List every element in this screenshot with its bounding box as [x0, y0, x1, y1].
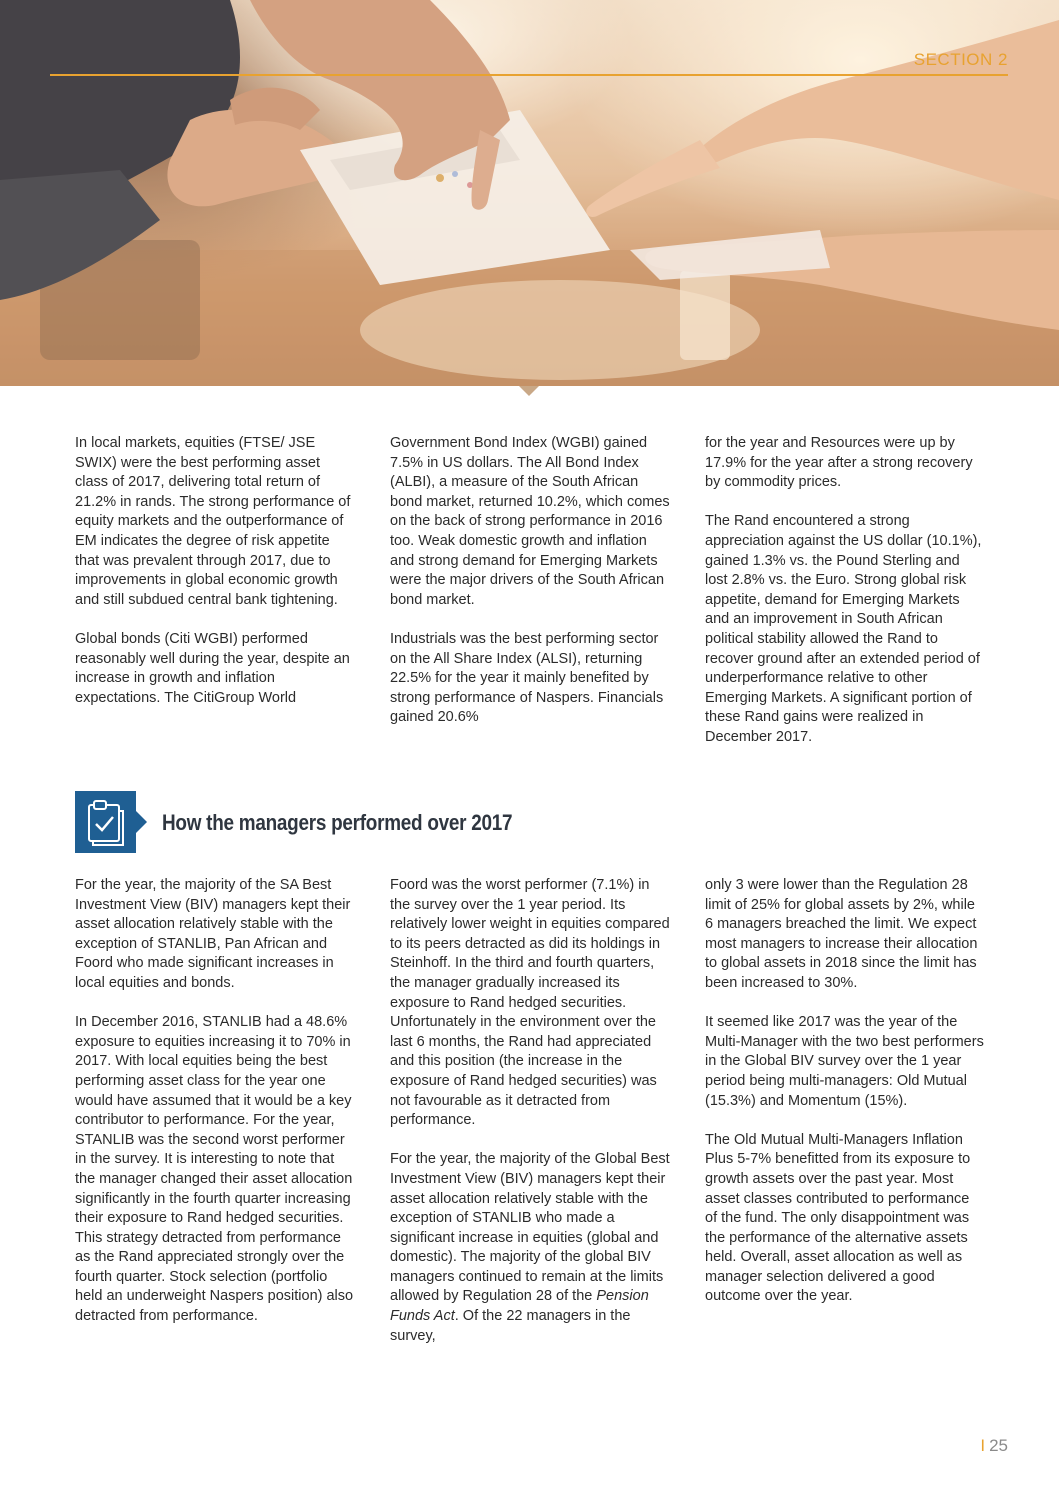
paragraph: In local markets, equities (FTSE/ JSE SWIX) were the best performing asset class of 2017, delivering total return of 21.2% in rands. The strong performance of equity markets and the outperformance of EM indicates the degree of risk appetite that was prevalent through 2017, due to improvements in global economic growth and still subdued central bank tightening.	[75, 435, 351, 608]
intro-column-1	[75, 434, 355, 708]
paragraph	[390, 1150, 670, 1346]
paragraph-text: . Of the 22 managers in the survey,	[390, 1308, 631, 1344]
intro-column-3	[705, 434, 985, 748]
section-label: SECTION 2	[913, 50, 1008, 69]
paragraph: The Rand encountered a strong appreciation against the US dollar (10.1%), gained 1.3% vs. the Pound Sterling and lost 2.8% vs. the Euro. Strong global risk appetite, demand for Emerging Markets and an improvement in South African political stability allowed the Rand to recover ground after an extended period of underperformance relative to other Emerging Markets. A significant portion of these Rand gains were realized in December 2017.	[705, 513, 982, 745]
section-heading: How the managers performed over 2017	[162, 810, 513, 835]
paragraph: For the year, the majority of the SA Best Investment View (BIV) managers kept their asset allocation relatively stable with the exception of STANLIB, Pan African and Foord who made significant increases in local equities and bonds.	[75, 877, 351, 991]
hero-photo	[0, 0, 1059, 386]
paragraph: Industrials was the best performing sector on the All Share Index (ALSI), returning 22.5% for the year it mainly benefited by strong performance of Naspers. Financials gained 20.6%	[390, 630, 664, 726]
managers-column-2	[390, 876, 670, 1346]
paragraph: The Old Mutual Multi-Managers Inflation Plus 5-7% benefitted from its exposure to growth assets over the past year. Most asset classes contributed to performance of the fund. The only disappointment was the performance of the alternative assets held. Overall, asset allocation as well as manager selection delivered a good outcome over the year.	[705, 1131, 971, 1305]
paragraph: In December 2016, STANLIB had a 48.6% exposure to equities increasing it to 70% in 2017. With local equities being the best performing asset class for the year one would have assumed that it would be a key contributor to performance. For the year, STANLIB was the second worst performer in the survey. It is interesting to note that the manager changed their asset allocation significantly in the fourth quarter increasing their exposure to Rand hedged securities. This strategy detracted from performance as the Rand appreciated strongly over the fourth quarter. Stock selection (portfolio held an underweight Naspers position) also detracted from performance.	[75, 1014, 354, 1325]
page-number-value: 25	[989, 1436, 1008, 1455]
hands-illustration	[0, 0, 1059, 386]
paragraph: for the year and Resources were up by 17.9% for the year after a strong recovery by commodity prices.	[705, 435, 973, 491]
act-title: Pension Funds Act	[390, 1288, 649, 1325]
paragraph: Foord was the worst performer (7.1%) in the survey over the 1 year period. Its relatively lower weight in equities compared to its peers detracted as did its holdings in Steinhoff. In the third and fourth quarters, the manager gradually increased its exposure to Rand hedged securities. Unfortunately in the environment over the last 6 months, the Rand had appreciated and this position (the increase in the exposure of Rand hedged securities) was not favourable as it detracted from performance.	[390, 877, 670, 1129]
paragraph: Government Bond Index (WGBI) gained 7.5% in US dollars. The All Bond Index (ALBI), a measure of the South African bond market, returned 10.2%, which comes on the back of strong performance in 2016 too. Weak domestic growth and inflation and strong demand for Emerging Markets were the major drivers of the South African bond market.	[390, 435, 670, 608]
intro-column-2	[390, 434, 670, 728]
paragraph: Global bonds (Citi WGBI) performed reasonably well during the year, despite an increase in growth and inflation expectations. The CitiGroup World	[75, 630, 350, 706]
paragraph: only 3 were lower than the Regulation 28 limit of 25% for global assets by 2%, while 6 managers breached the limit. We expect most managers to increase their allocation to global assets in 2018 since the limit has been increased to 30%.	[705, 877, 978, 991]
page-number	[980, 1436, 1008, 1456]
section-rule	[50, 74, 1008, 76]
managers-column-1	[75, 876, 355, 1327]
clipboard-check-icon	[75, 791, 136, 853]
hero-notch	[519, 386, 539, 396]
paragraph-text: For the year, the majority of the Global Best Investment View (BIV) managers kept their asset allocation relatively stable with the exception of STANLIB who made a significant increase in equities (global and domestic). The majority of the global BIV managers continued to remain at the limits allowed by Regulation 28 of the	[390, 1151, 670, 1305]
heading-arrow	[136, 811, 147, 833]
paragraph: It seemed like 2017 was the year of the Multi-Manager with the two best performers in the Global BIV survey over the 1 year period being multi-managers: Old Mutual (15.3%) and Momentum (15%).	[705, 1014, 984, 1109]
page-number-separator: I	[980, 1436, 986, 1455]
managers-column-3	[705, 876, 985, 1307]
